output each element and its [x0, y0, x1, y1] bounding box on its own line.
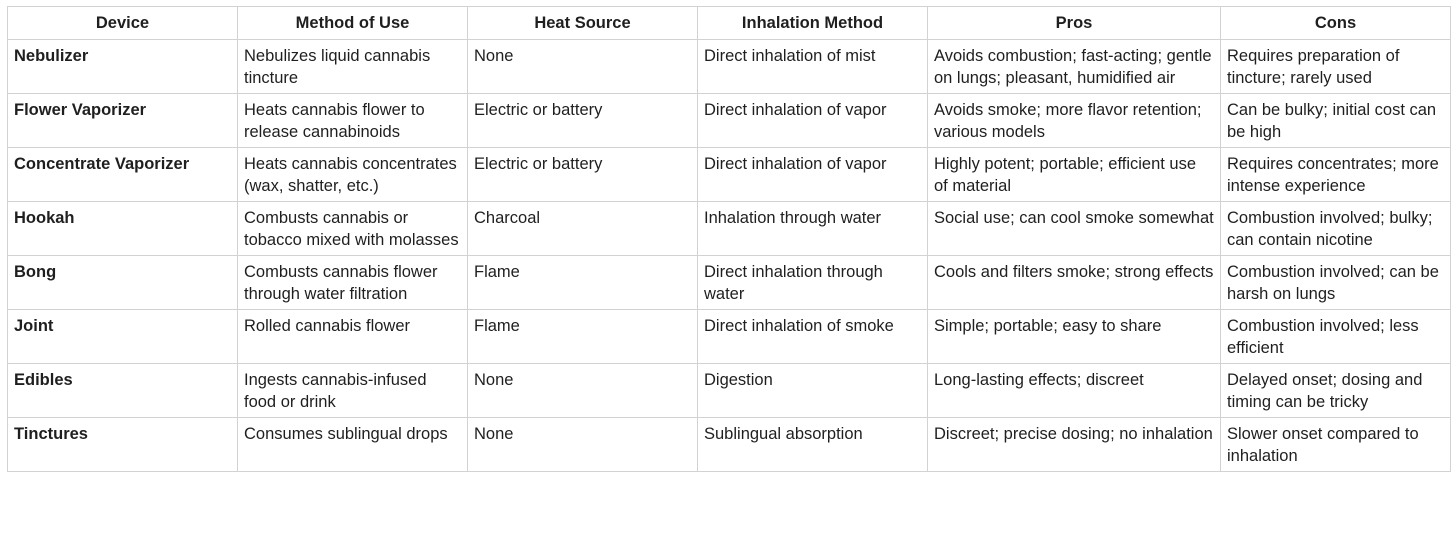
- inhalation-cell: Direct inhalation of vapor: [698, 94, 928, 148]
- comparison-table-container: [7, 6, 1451, 472]
- header-pros: Pros: [928, 7, 1221, 40]
- heat-source-cell: None: [468, 418, 698, 472]
- heat-source-cell: None: [468, 364, 698, 418]
- header-device: Device: [8, 7, 238, 40]
- method-cell: Combusts cannabis or tobacco mixed with molasses: [238, 202, 468, 256]
- table-row: [8, 148, 1451, 202]
- pros-cell: Long-lasting effects; discreet: [928, 364, 1221, 418]
- inhalation-cell: Digestion: [698, 364, 928, 418]
- device-cell: Joint: [8, 310, 238, 364]
- inhalation-cell: Direct inhalation of vapor: [698, 148, 928, 202]
- device-cell: Flower Vaporizer: [8, 94, 238, 148]
- inhalation-cell: Direct inhalation through water: [698, 256, 928, 310]
- pros-cell: Discreet; precise dosing; no inhalation: [928, 418, 1221, 472]
- heat-source-cell: Electric or battery: [468, 148, 698, 202]
- header-inhalation-method: Inhalation Method: [698, 7, 928, 40]
- header-method-of-use: Method of Use: [238, 7, 468, 40]
- device-cell: Concentrate Vaporizer: [8, 148, 238, 202]
- header-row: [8, 7, 1451, 40]
- inhalation-cell: Sublingual absorption: [698, 418, 928, 472]
- method-cell: Rolled cannabis flower: [238, 310, 468, 364]
- table-row: [8, 94, 1451, 148]
- cons-cell: Can be bulky; initial cost can be high: [1221, 94, 1451, 148]
- device-cell: Nebulizer: [8, 40, 238, 94]
- heat-source-cell: None: [468, 40, 698, 94]
- pros-cell: Social use; can cool smoke somewhat: [928, 202, 1221, 256]
- pros-cell: Simple; portable; easy to share: [928, 310, 1221, 364]
- cons-cell: Delayed onset; dosing and timing can be tricky: [1221, 364, 1451, 418]
- device-cell: Hookah: [8, 202, 238, 256]
- method-cell: Ingests cannabis-infused food or drink: [238, 364, 468, 418]
- cons-cell: Requires concentrates; more intense experience: [1221, 148, 1451, 202]
- cons-cell: Requires preparation of tincture; rarely used: [1221, 40, 1451, 94]
- table-row: [8, 202, 1451, 256]
- heat-source-cell: Electric or battery: [468, 94, 698, 148]
- device-cell: Tinctures: [8, 418, 238, 472]
- pros-cell: Cools and filters smoke; strong effects: [928, 256, 1221, 310]
- pros-cell: Highly potent; portable; efficient use of material: [928, 148, 1221, 202]
- table-row: [8, 418, 1451, 472]
- header-cons: Cons: [1221, 7, 1451, 40]
- pros-cell: Avoids combustion; fast-acting; gentle on lungs; pleasant, humidified air: [928, 40, 1221, 94]
- table-row: [8, 364, 1451, 418]
- pros-cell: Avoids smoke; more flavor retention; various models: [928, 94, 1221, 148]
- heat-source-cell: Flame: [468, 256, 698, 310]
- table-row: [8, 40, 1451, 94]
- device-cell: Bong: [8, 256, 238, 310]
- inhalation-cell: Direct inhalation of smoke: [698, 310, 928, 364]
- inhalation-cell: Direct inhalation of mist: [698, 40, 928, 94]
- cons-cell: Combustion involved; can be harsh on lungs: [1221, 256, 1451, 310]
- cons-cell: Combustion involved; bulky; can contain nicotine: [1221, 202, 1451, 256]
- comparison-table: [7, 6, 1451, 472]
- method-cell: Heats cannabis concentrates (wax, shatter, etc.): [238, 148, 468, 202]
- heat-source-cell: Charcoal: [468, 202, 698, 256]
- header-heat-source: Heat Source: [468, 7, 698, 40]
- table-row: [8, 256, 1451, 310]
- cons-cell: Slower onset compared to inhalation: [1221, 418, 1451, 472]
- device-cell: Edibles: [8, 364, 238, 418]
- cons-cell: Combustion involved; less efficient: [1221, 310, 1451, 364]
- method-cell: Consumes sublingual drops: [238, 418, 468, 472]
- method-cell: Nebulizes liquid cannabis tincture: [238, 40, 468, 94]
- inhalation-cell: Inhalation through water: [698, 202, 928, 256]
- method-cell: Combusts cannabis flower through water filtration: [238, 256, 468, 310]
- table-row: [8, 310, 1451, 364]
- heat-source-cell: Flame: [468, 310, 698, 364]
- method-cell: Heats cannabis flower to release cannabinoids: [238, 94, 468, 148]
